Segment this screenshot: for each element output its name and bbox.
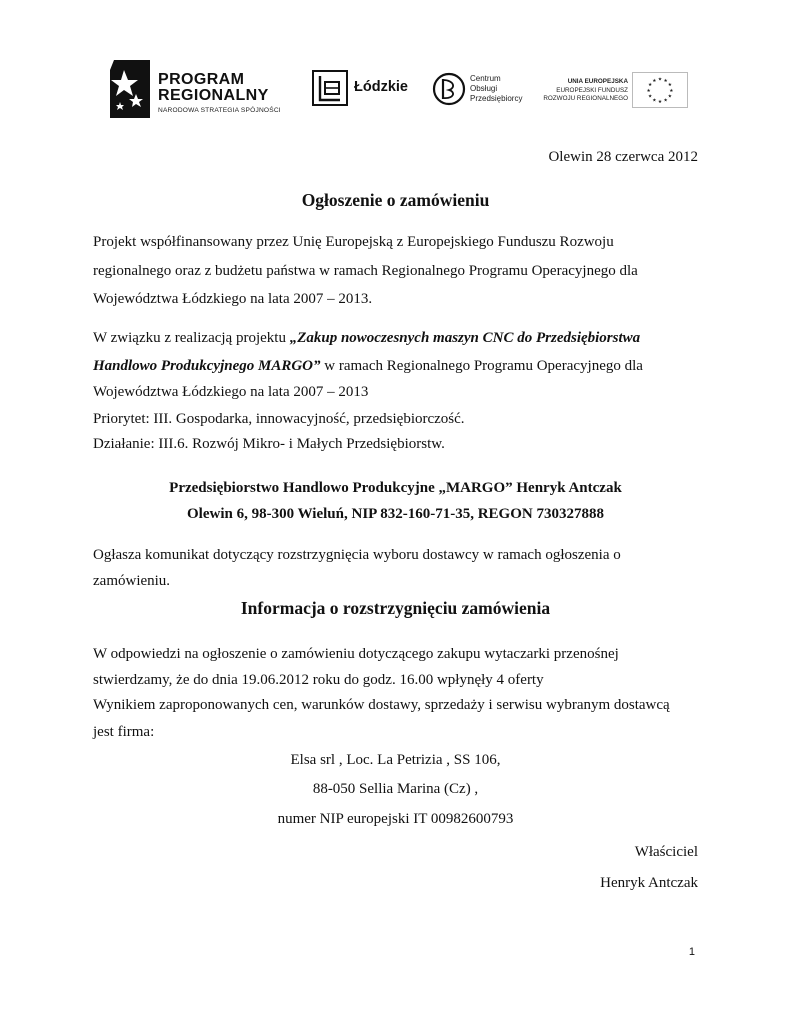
svg-text:★: ★ [667,83,672,89]
program-regionalny-line1: PROGRAM [158,71,245,88]
eu-flag-icon [632,72,688,108]
result-line: W odpowiedzi na ogłoszenie o zamówieniu dotyczącego zakupu wytaczarki przenośnej [93,646,619,662]
project-line [93,329,640,347]
intro-line: Województwa Łódzkiego na lata 2007 – 2013. [93,291,373,307]
page-number: 1 [688,946,695,958]
logo-bar [0,56,791,122]
cop-logo [432,70,532,110]
section-title: Informacja o rozstrzygnięciu zamówienia [240,598,551,618]
signature-role: Właściciel [634,844,698,860]
project-prefix: W związku z realizacją projektu [93,330,290,346]
eu-line1: UNIA EUROPEJSKA [567,78,628,85]
svg-text:★: ★ [648,83,653,89]
winner-line: 88-050 Sellia Marina (Cz) , [312,781,479,797]
signature-name: Henryk Antczak [600,875,698,891]
eu-logo [544,70,690,110]
document-title: Ogłoszenie o zamówieniu [301,190,490,210]
svg-text:★: ★ [652,98,657,104]
cop-line2: Obsługi [470,84,498,93]
cop-line1: Centrum [470,74,501,83]
svg-text:★: ★ [669,88,674,94]
svg-text:★: ★ [646,88,651,94]
project-title: „Zakup nowoczesnych maszyn CNC do Przedsiębiorstwa [289,330,641,346]
svg-text:★: ★ [663,98,668,104]
project-line [93,357,643,375]
svg-text:★: ★ [652,79,657,85]
program-regionalny-line2: REGIONALNY [158,87,269,104]
svg-text:★: ★ [663,79,668,85]
cop-emblem-icon [432,70,466,108]
result-line: jest firma: [93,724,155,740]
svg-text:★: ★ [657,77,663,83]
company-address: Olewin 6, 98-300 Wieluń, NIP 832-160-71-35, REGON 730327888 [187,506,604,522]
announce-line: zamówieniu. [93,573,171,589]
result-line: Wynikiem zaproponowanych cen, warunków dostawy, sprzedaży i serwisu wybranym dostawcą [93,697,670,713]
project-action: Działanie: III.6. Rozwój Mikro- i Małych Przedsiębiorstw. [93,436,445,452]
lodzkie-logo [312,70,412,110]
lodzkie-emblem-icon [312,70,348,106]
eu-line2: EUROPEJSKI FUNDUSZ [556,87,628,94]
winner-line: numer NIP europejski IT 00982600793 [277,811,514,827]
svg-text:★: ★ [667,94,672,100]
program-regionalny-emblem-icon [110,60,150,118]
cop-line3: Przedsiębiorcy [470,94,523,103]
winner-line: Elsa srl , Loc. La Petrizia , SS 106, [290,752,501,768]
result-line: stwierdzamy, że do dnia 19.06.2012 roku do godz. 16.00 wpłynęły 4 oferty [93,672,544,688]
lodzkie-text: Łódzkie [354,79,408,95]
announce-line: Ogłasza komunikat dotyczący rozstrzygnięcia wyboru dostawcy w ramach ogłoszenia o [93,547,621,563]
eu-line3: ROZWOJU REGIONALNEGO [543,95,628,102]
program-regionalny-logo [110,60,300,120]
project-suffix: w ramach Regionalnego Programu Operacyjnego dla [320,358,643,374]
document-date: Olewin 28 czerwca 2012 [548,149,698,165]
project-line: Województwa Łódzkiego na lata 2007 – 2013 [93,384,369,400]
program-regionalny-line3: NARODOWA STRATEGIA SPÓJNOŚCI [158,107,281,114]
svg-text:★: ★ [657,100,663,106]
intro-line: Projekt współfinansowany przez Unię Europejską z Europejskiego Funduszu Rozwoju [93,234,614,250]
svg-text:★: ★ [648,94,653,100]
project-title: Handlowo Produkcyjnego MARGO” [93,358,321,374]
project-priority: Priorytet: III. Gospodarka, innowacyjność, przedsiębiorczość. [93,411,465,427]
company-name: Przedsiębiorstwo Handlowo Produkcyjne „MARGO” Henryk Antczak [169,480,622,496]
intro-line: regionalnego oraz z budżetu państwa w ramach Regionalnego Programu Operacyjnego dla [93,263,638,279]
